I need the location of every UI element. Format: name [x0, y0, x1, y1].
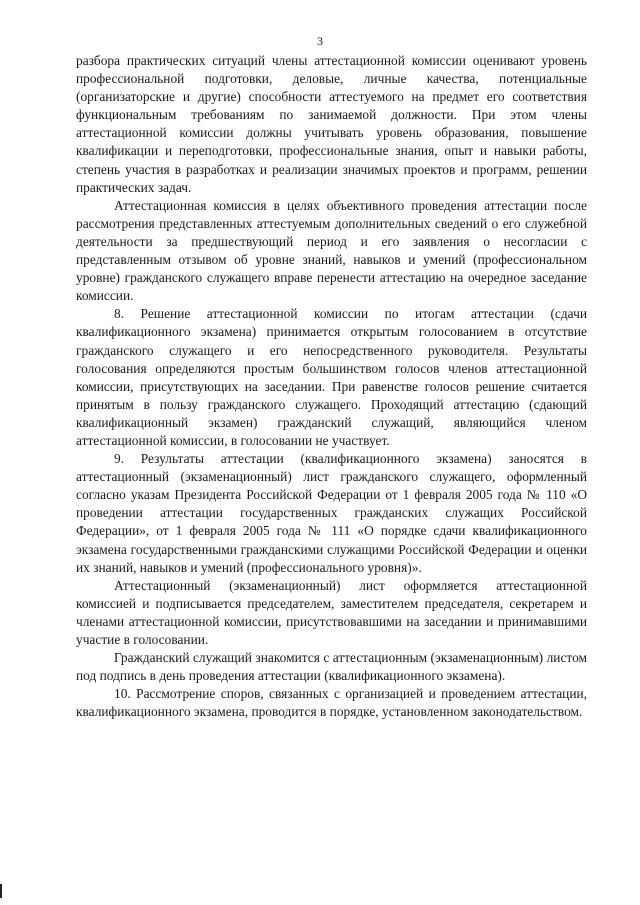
paragraph-item-8: 8. Решение аттестационной комиссии по итогам аттестации (сдачи квалификационного экзамена) принимается открытым голосованием в отсутствие гражданского служащего и его непосредственного руководителя. Результаты голосования определяются простым большинством голосов членов аттестационной комиссии, присутствующих на заседании. При равенстве голосов решение считается принятым в пользу гражданского служащего. Проходящий аттестацию (сдающий квалификационный экзамен) гражданский служащий, являющийся членом аттестационной комиссии, в голосовании не участвует. [76, 306, 587, 448]
paragraph-continuation: разбора практических ситуаций члены аттестационной комиссии оценивают уровень профессиональной подготовки, деловые, личные качества, потенциальные (организаторские и другие) способности аттестуемого на предмет его соответствия функциональным требованиям по занимаемой должности. При этом члены аттестационной комиссии должны учитывать уровень образования, повышение квалификации и переподготовки, профессиональные знания, опыт и навыки работы, степень участия в разработках и реализации значимых проектов и программ, решении практических задач. [76, 53, 587, 195]
document-body [76, 52, 587, 721]
paragraph-item-10: 10. Рассмотрение споров, связанных с организацией и проведением аттестации, квалификационного экзамена, проводится в порядке, установленном законодательством. [76, 686, 587, 720]
scan-edge-mark [0, 884, 2, 898]
paragraph-item-9: 9. Результаты аттестации (квалификационного экзамена) заносятся в аттестационный (экзаменационный) лист гражданского служащего, оформленный согласно указам Президента Российской Федерации от 1 февраля 2005 года № 110 «О проведении аттестации государственных гражданских служащих Российской Федерации», от 1 февраля 2005 года № 111 «О порядке сдачи квалификационного экзамена государственными гражданскими служащими Российской Федерации и оценки их знаний, навыков и умений (профессионального уровня)». [76, 451, 587, 575]
paragraph-acknowledgement: Гражданский служащий знакомится с аттестационным (экзаменационным) листом под подпись в день проведения аттестации (квалификационного экзамена). [76, 650, 587, 684]
paragraph-sheet-signing: Аттестационный (экзаменационный) лист оформляется аттестационной комиссией и подписывается председателем, заместителем председателя, секретарем и членами аттестационной комиссии, присутствовавшими на заседании и принимавшими участие в голосовании. [76, 577, 587, 647]
paragraph-commission-postpone: Аттестационная комиссия в целях объективного проведения аттестации после рассмотрения представленных аттестуемым дополнительных сведений о его служебной деятельности за предшествующий период и его заявления о несогласии с представленным отзывом об уровне знаний, навыков и умений (профессиональном уровне) гражданского служащего вправе перенести аттестацию на очередное заседание комиссии. [76, 197, 587, 304]
page-number: 3 [317, 34, 323, 48]
